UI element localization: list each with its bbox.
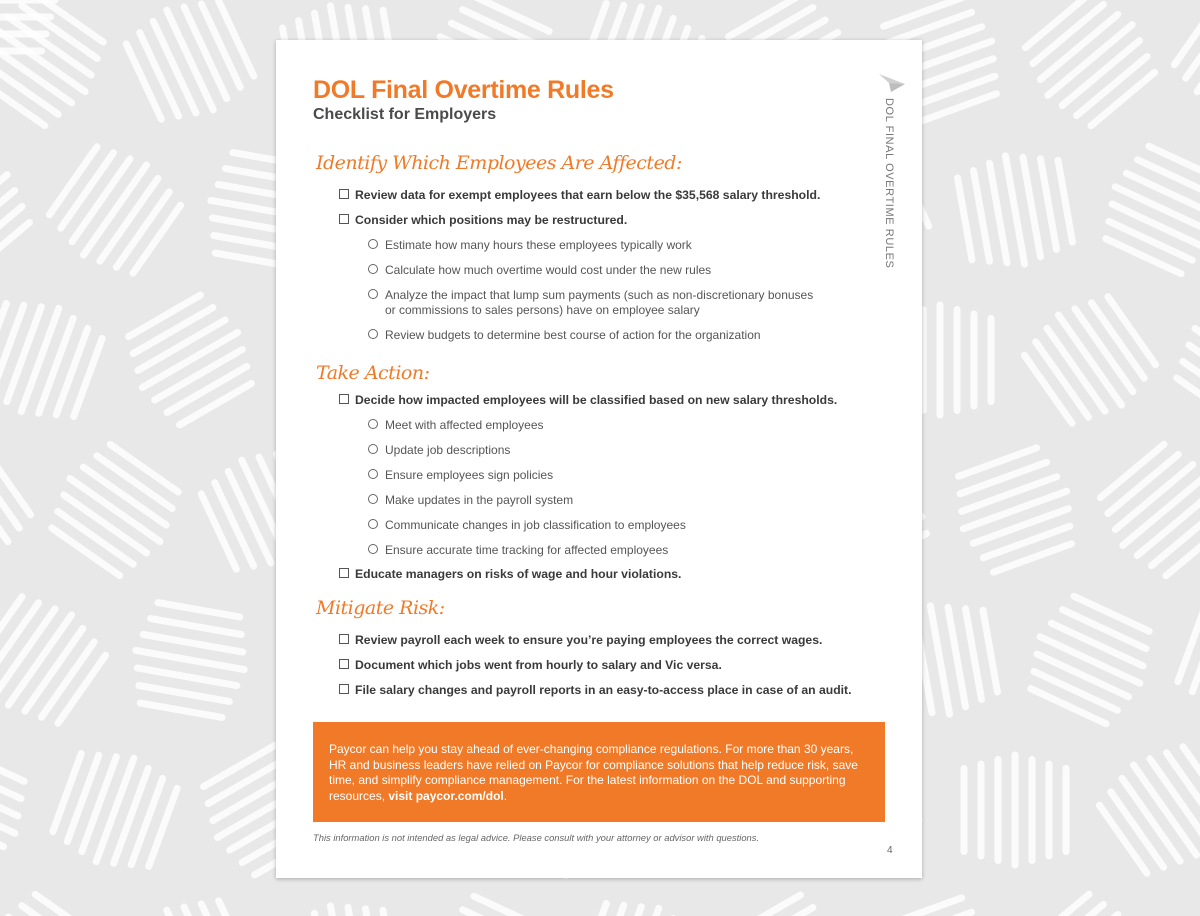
checklist-subitem-text: Calculate how much overtime would cost under the new rules (385, 263, 712, 277)
section-heading-mitigate-risk: Mitigate Risk: (316, 597, 445, 619)
checklist-subitem (368, 518, 686, 533)
checklist-item (339, 393, 837, 408)
checkbox-icon[interactable] (339, 189, 349, 199)
pattern-stripe-group (946, 443, 1084, 576)
checklist-subitem (368, 328, 761, 343)
pattern-stripe-group (573, 891, 706, 916)
pattern-stripe-group (48, 741, 181, 879)
circle-bullet-icon[interactable] (368, 289, 378, 299)
pattern-stripe-group (0, 887, 114, 916)
paycor-callout-box (313, 722, 885, 822)
pattern-stripe-group (717, 888, 863, 916)
pattern-stripe-group (1167, 0, 1200, 134)
pattern-stripe-group (1090, 436, 1200, 585)
pattern-stripe-group (1094, 141, 1200, 280)
pattern-stripe-group (42, 136, 189, 285)
section-heading-identify: Identify Which Employees Are Affected: (316, 152, 682, 174)
document-page (276, 40, 922, 878)
pattern-stripe-group (964, 755, 1066, 865)
pattern-stripe-group (0, 436, 38, 585)
checklist-item (339, 567, 681, 582)
pattern-stripe-group (0, 741, 36, 880)
checklist-subitem-text: Communicate changes in job classification to employees (385, 518, 686, 532)
checklist-item-text: File salary changes and payroll reports in an easy-to-access place in case of an audit. (355, 683, 852, 697)
document-title: DOL Final Overtime Rules (313, 76, 614, 104)
circle-bullet-icon[interactable] (368, 519, 378, 529)
pattern-stripe-group (127, 600, 253, 720)
pattern-stripe-group (117, 288, 263, 431)
pattern-stripe-group (1017, 286, 1164, 435)
checkbox-icon[interactable] (339, 568, 349, 578)
checklist-subitem-text: Analyze the impact that lump sum payments (such as non-discretionary bonuses or commissions to sales persons) have on employee salary (385, 288, 814, 317)
checklist-item (339, 188, 820, 203)
pattern-stripe-group (955, 147, 1075, 273)
paycor-dol-link[interactable]: visit paycor.com/dol (388, 788, 504, 803)
callout-text (329, 742, 869, 804)
checklist-subitem (368, 468, 553, 483)
checklist-item-text: Review data for exempt employees that earn below the $35,568 salary threshold. (355, 188, 821, 202)
pattern-stripe-group (280, 897, 400, 916)
circle-bullet-icon[interactable] (368, 264, 378, 274)
checklist-item-text: Decide how impacted employees will be classified based on new salary thresholds. (355, 393, 838, 407)
pattern-stripe-group (1015, 0, 1165, 134)
checklist-subitem-text: Review budgets to determine best course of action for the organization (385, 328, 761, 342)
checklist-subitem (368, 418, 544, 433)
circle-bullet-icon[interactable] (368, 239, 378, 249)
callout-end: . (503, 788, 508, 803)
circle-bullet-icon[interactable] (368, 329, 378, 339)
legal-disclaimer: This information is not intended as legal advice. Please consult with your attorney or advisor with questions. (313, 832, 760, 843)
checklist-subitem-text: Make updates in the payroll system (385, 493, 574, 507)
checklist-item (339, 683, 852, 698)
checklist-item (339, 213, 627, 228)
checklist-subitem-text: Meet with affected employees (385, 418, 544, 432)
pattern-stripe-group (121, 889, 260, 916)
pattern-stripe-group (1173, 591, 1200, 729)
checklist-subitem (368, 543, 668, 558)
checkbox-icon[interactable] (339, 684, 349, 694)
callout-body: Paycor can help you stay ahead of ever-changing compliance regulations. For more than 30 years, HR and business leaders have relied on Paycor for compliance solutions that help reduce risk, save time, and simplify compliance management. For the latest information on the DOL and supporting resources, (329, 742, 858, 803)
pattern-stripe-group (0, 291, 107, 429)
checklist-subitem (368, 238, 692, 253)
checklist-subitem (368, 443, 510, 458)
checklist-subitem-text: Update job descriptions (385, 443, 511, 457)
pattern-stripe-group (1167, 886, 1200, 916)
pattern-stripe-group (1166, 287, 1200, 434)
circle-bullet-icon[interactable] (368, 469, 378, 479)
pattern-stripe-group (41, 437, 190, 584)
pattern-stripe-group (121, 0, 260, 131)
circle-bullet-icon[interactable] (368, 444, 378, 454)
pattern-stripe-group (0, 0, 114, 133)
circle-bullet-icon[interactable] (368, 544, 378, 554)
checklist-subitem (368, 288, 815, 318)
checklist-item (339, 633, 822, 648)
checklist-item-text: Document which jobs went from hourly to salary and Vic versa. (355, 658, 722, 672)
circle-bullet-icon[interactable] (368, 494, 378, 504)
pattern-stripe-group (1092, 736, 1200, 885)
pattern-stripe-group (871, 893, 1009, 916)
checklist-subitem (368, 493, 573, 508)
circle-bullet-icon[interactable] (368, 419, 378, 429)
checkbox-icon[interactable] (339, 634, 349, 644)
checklist-item-text: Review payroll each week to ensure you’re paying employees the correct wages. (355, 633, 823, 647)
side-running-header: DOL FINAL OVERTIME RULES (883, 98, 895, 269)
pattern-stripe-group (0, 586, 113, 735)
paycor-arrow-logo-icon (879, 74, 905, 94)
section-heading-take-action: Take Action: (316, 362, 430, 384)
document-subtitle: Checklist for Employers (313, 106, 497, 123)
checklist-item-text: Educate managers on risks of wage and hour violations. (355, 567, 682, 581)
pattern-stripe-group (1015, 886, 1165, 916)
pattern-stripe-group (1019, 591, 1162, 730)
checklist-item (339, 658, 722, 673)
checklist-subitem (368, 263, 711, 278)
pattern-stripe-group (419, 891, 562, 916)
checklist-item-text: Consider which positions may be restructured. (355, 213, 628, 227)
checkbox-icon[interactable] (339, 394, 349, 404)
pattern-stripe-group (0, 136, 40, 285)
checkbox-icon[interactable] (339, 659, 349, 669)
checklist-subitem-text: Ensure accurate time tracking for affected employees (385, 543, 669, 557)
page-number: 4 (887, 845, 893, 856)
checkbox-icon[interactable] (339, 214, 349, 224)
checklist-subitem-text: Ensure employees sign policies (385, 468, 554, 482)
checklist-subitem-text: Estimate how many hours these employees typically work (385, 238, 692, 252)
